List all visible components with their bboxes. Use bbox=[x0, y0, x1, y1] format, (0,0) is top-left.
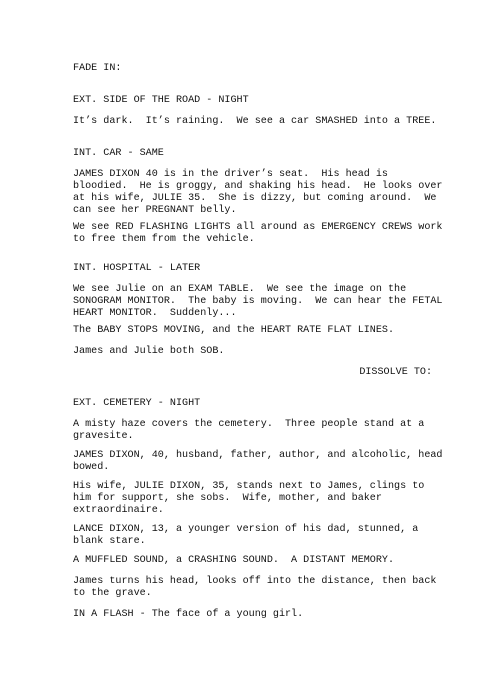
scene-heading: INT. HOSPITAL - LATER bbox=[73, 263, 201, 274]
action-line: James and Julie both SOB. bbox=[73, 346, 225, 357]
action-line: bloodied. He is groggy, and shaking his head. He looks over bbox=[73, 181, 443, 192]
action-line: The BABY STOPS MOVING, and the HEART RATE FLAT LINES. bbox=[73, 325, 395, 336]
action-line: It’s dark. It’s raining. We see a car SMASHED into a TREE. bbox=[73, 116, 437, 127]
action-line: A MUFFLED SOUND, a CRASHING SOUND. A DISTANT MEMORY. bbox=[73, 555, 395, 566]
action-line: JAMES DIXON 40 is in the driver’s seat. His head is bbox=[73, 169, 388, 180]
scene-heading: EXT. CEMETERY - NIGHT bbox=[73, 398, 201, 409]
action-line: James turns his head, looks off into the distance, then back bbox=[73, 576, 437, 587]
action-line: to the grave. bbox=[73, 588, 152, 599]
action-line: SONOGRAM MONITOR. The baby is moving. We can hear the FETAL bbox=[73, 296, 443, 307]
action-line: him for support, she sobs. Wife, mother, and baker bbox=[73, 493, 382, 504]
action-line: bowed. bbox=[73, 462, 110, 473]
scene-heading: EXT. SIDE OF THE ROAD - NIGHT bbox=[73, 95, 249, 106]
action-line: can see her PREGNANT belly. bbox=[73, 205, 237, 216]
action-line: LANCE DIXON, 13, a younger version of his dad, stunned, a bbox=[73, 524, 419, 535]
action-line: at his wife, JULIE 35. She is dizzy, but coming around. We bbox=[73, 193, 437, 204]
action-line: A misty haze covers the cemetery. Three people stand at a bbox=[73, 419, 425, 430]
action-line: extraordinaire. bbox=[73, 505, 164, 516]
action-line: JAMES DIXON, 40, husband, father, author, and alcoholic, head bbox=[73, 450, 443, 461]
action-line: to free them from the vehicle. bbox=[73, 234, 255, 245]
action-line: gravesite. bbox=[73, 431, 134, 442]
action-line: blank stare. bbox=[73, 536, 146, 547]
fade-in-transition: FADE IN: bbox=[73, 63, 122, 74]
action-line: We see Julie on an EXAM TABLE. We see the image on the bbox=[73, 284, 407, 295]
action-line: HEART MONITOR. Suddenly... bbox=[73, 308, 237, 319]
action-line: His wife, JULIE DIXON, 35, stands next to James, clings to bbox=[73, 481, 425, 492]
dissolve-transition: DISSOLVE TO: bbox=[359, 367, 432, 378]
action-line: IN A FLASH - The face of a young girl. bbox=[73, 609, 304, 620]
scene-heading: INT. CAR - SAME bbox=[73, 148, 164, 159]
action-line: We see RED FLASHING LIGHTS all around as EMERGENCY CREWS work bbox=[73, 222, 443, 233]
